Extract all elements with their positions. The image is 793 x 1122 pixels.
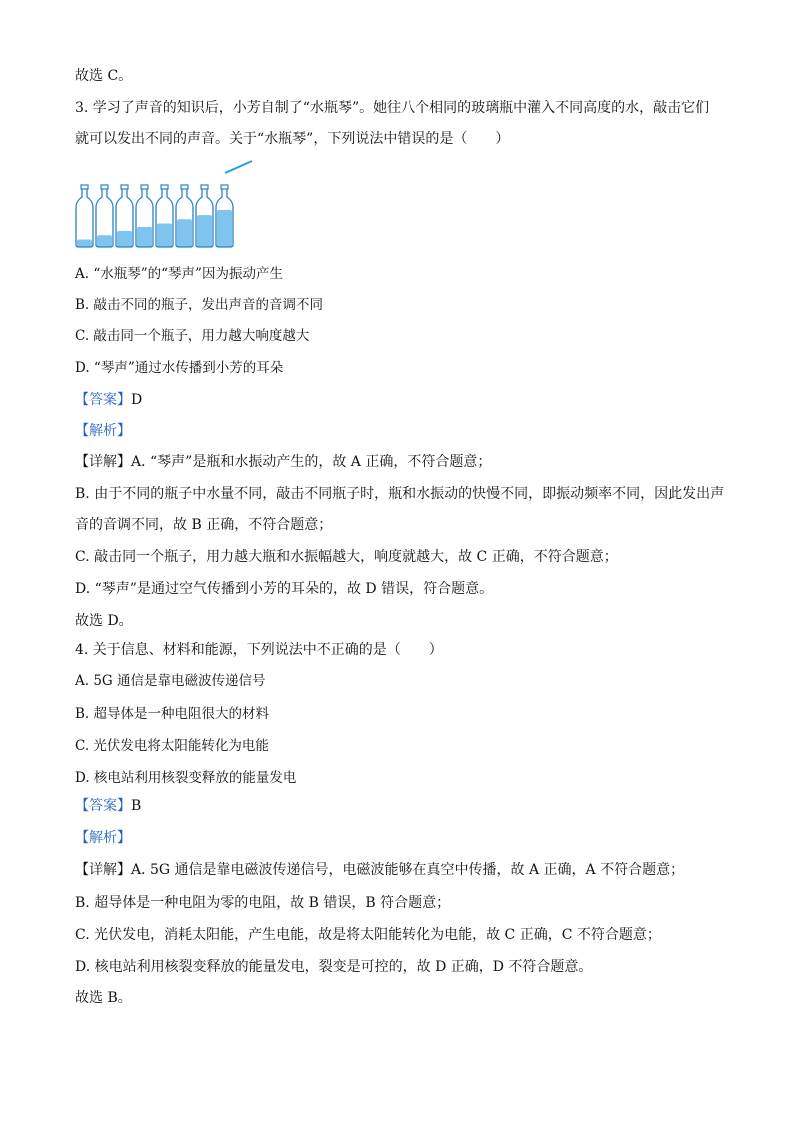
q4-answer-value: B (131, 798, 142, 814)
bottle-mouth (81, 185, 88, 189)
glass-bottle (96, 185, 113, 247)
glass-bottle (216, 185, 233, 247)
bottle-water (97, 235, 112, 247)
striking-stick (225, 161, 252, 173)
q4-detail-d: D. 核电站利用核裂变释放的能量发电，裂变是可控的，故 D 正确，D 不符合题意。 (75, 959, 593, 975)
bottle-mouth (101, 185, 108, 189)
q4-option-a: A. 5G 通信是靠电磁波传递信号 (75, 673, 266, 689)
glass-bottle (156, 185, 173, 247)
bottle-water (137, 227, 152, 247)
q2-final-choice: 故选 C。 (75, 68, 133, 84)
answer-tag: 【答案】 (75, 798, 131, 814)
q3-detail-d: D. “琴声”是通过空气传播到小芳的耳朵的，故 D 错误，符合题意。 (75, 581, 494, 597)
bottle-water (197, 215, 212, 247)
bottle-mouth (181, 185, 188, 189)
bottle-water (217, 210, 232, 247)
q3-analysis-tag: 【解析】 (75, 423, 131, 439)
bottle-mouth (161, 185, 168, 189)
answer-tag: 【答案】 (75, 392, 131, 408)
q3-option-b: B. 敲击不同的瓶子，发出声音的音调不同 (75, 297, 324, 313)
q4-analysis-tag: 【解析】 (75, 830, 131, 846)
bottle-mouth (121, 185, 128, 189)
bottle-water (177, 219, 192, 247)
q3-option-d: D. “琴声”通过水传播到小芳的耳朵 (75, 360, 284, 376)
glass-bottle (76, 185, 93, 247)
detail-tag: 【详解】 (75, 862, 131, 878)
q3-option-a: A. “水瓶琴”的“琴声”因为振动产生 (75, 266, 283, 282)
bottle-water (117, 231, 132, 247)
q4-final-choice: 故选 B。 (75, 990, 132, 1006)
q3-answer (75, 390, 142, 410)
q3-detail-b-cont: 音的音调不同，故 B 正确，不符合题意； (75, 517, 333, 533)
glass-bottle (116, 185, 133, 247)
q4-detail-c: C. 光伏发电，消耗太阳能，产生电能，故是将太阳能转化为电能，故 C 正确，C 不符合题意； (75, 927, 661, 943)
q3-option-c: C. 敲击同一个瓶子，用力越大响度越大 (75, 328, 310, 344)
q4-stem: 4. 关于信息、材料和能源，下列说法中不正确的是（ ） (75, 642, 443, 658)
q4-option-b: B. 超导体是一种电阻很大的材料 (75, 706, 270, 722)
q4-detail-line1 (75, 860, 684, 880)
q3-detail-c: C. 敲击同一个瓶子，用力越大瓶和水振幅越大，响度就越大，故 C 正确，不符合题意； (75, 549, 618, 565)
q3-answer-value: D (131, 392, 143, 408)
bottle-water (77, 239, 92, 247)
glass-bottle (176, 185, 193, 247)
bottle-mouth (141, 185, 148, 189)
glass-bottle (136, 185, 153, 247)
q3-detail-b: B. 由于不同的瓶子中水量不同，敲击不同瓶子时，瓶和水振动的快慢不同，即振动频率不同，因此发出声 (75, 486, 725, 502)
bottle-water (157, 223, 172, 247)
q3-stem-line1: 3. 学习了声音的知识后，小芳自制了“水瓶琴”。她往八个相同的玻璃瓶中灌入不同高度的水，敲击它们 (75, 100, 710, 116)
q3-detail-line1 (75, 452, 491, 472)
q3-stem-line2: 就可以发出不同的声音。关于“水瓶琴”，下列说法中错误的是（ ） (75, 131, 510, 147)
bottle-mouth (201, 185, 208, 189)
q4-detail-b: B. 超导体是一种电阻为零的电阻，故 B 错误，B 符合题意； (75, 895, 451, 911)
q3-detail-a: A. “琴声”是瓶和水振动产生的，故 A 正确，不符合题意； (131, 454, 492, 470)
q4-option-d: D. 核电站利用核裂变释放的能量发电 (75, 770, 297, 786)
detail-tag: 【详解】 (75, 454, 131, 470)
glass-bottle (196, 185, 213, 247)
bottle-mouth (221, 185, 228, 189)
water-bottle-xylophone-figure (70, 155, 270, 255)
q4-detail-a: A. 5G 通信是靠电磁波传递信号，电磁波能够在真空中传播，故 A 正确，A 不符合题意； (131, 862, 685, 878)
q3-final-choice: 故选 D。 (75, 613, 133, 629)
bottle-outline (76, 189, 93, 247)
q4-answer (75, 796, 141, 816)
q4-option-c: C. 光伏发电将太阳能转化为电能 (75, 738, 269, 754)
